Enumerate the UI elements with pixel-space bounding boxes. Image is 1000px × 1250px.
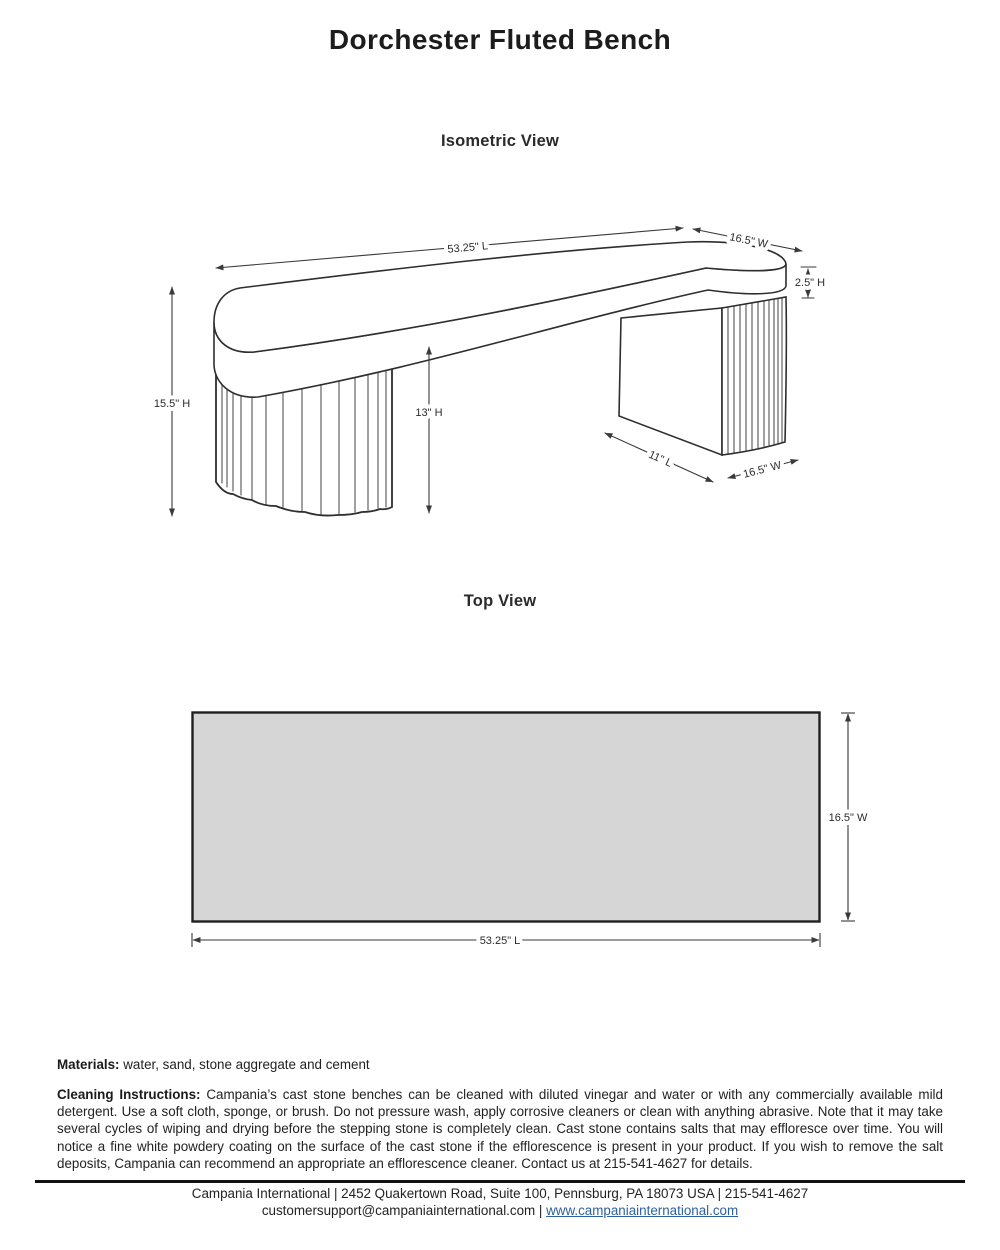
dim-label-leg-height: 13" H <box>415 407 443 419</box>
cleaning-label: Cleaning Instructions: <box>57 1087 201 1102</box>
dim-label-seat-thickness: 2.5" H <box>794 277 826 289</box>
top-view-heading: Top View <box>463 592 537 610</box>
footer-website-link[interactable]: www.campaniainternational.com <box>546 1203 739 1218</box>
footer-contact-line <box>0 1203 1000 1218</box>
footer-separator: | <box>535 1203 547 1218</box>
footer-email: customersupport@campaniainternational.com <box>261 1203 536 1218</box>
dim-label-leg-width: 16.5" W <box>741 459 783 481</box>
isometric-view-heading: Isometric View <box>440 132 560 150</box>
top-view-drawing <box>192 713 868 948</box>
dim-label-overall-length: 53.25" L <box>447 240 489 256</box>
top-view-slab <box>193 713 820 922</box>
footer-company-line: Campania International | 2452 Quakertown Road, Suite 100, Pennsburg, PA 18073 USA | 215-541-4627 <box>191 1186 809 1201</box>
dim-label-top-width: 16.5" W <box>828 812 868 824</box>
dim-label-top-length: 53.25" L <box>479 935 521 947</box>
cleaning-text: Campania’s cast stone benches can be cleaned with diluted vinegar and water or with any commercially available mild detergent. Use a soft cloth, sponge, or brush. Do not pressure wash, apply corrosive cleaners or clean with anything abrasive. Note that it may take several cycles of wiping and drying before the stepping stone is completely clean. Cast stone contains salts that may effloresce over time. You will notice a fine white powdery coating on the surface of the cast stone if the efflorescence is present in your product. If you wish to remove the salt deposits, Campania can recommend an appropriate an efflorescence cleaner. Contact us at 215-541-4627 for details. <box>57 1087 943 1171</box>
dim-label-leg-length: 11" L <box>646 448 674 470</box>
footer-divider <box>35 1180 965 1183</box>
bench-right-leg <box>619 297 786 455</box>
dim-label-overall-height: 15.5" H <box>153 398 191 410</box>
materials-label: Materials: <box>57 1057 120 1072</box>
page-title: Dorchester Fluted Bench <box>328 24 672 55</box>
materials-text: water, sand, stone aggregate and cement <box>119 1057 370 1072</box>
isometric-bench-drawing <box>154 228 825 516</box>
cleaning-instructions <box>57 1086 943 1172</box>
dim-label-overall-width: 16.5" W <box>728 231 769 251</box>
materials-line <box>57 1056 943 1073</box>
